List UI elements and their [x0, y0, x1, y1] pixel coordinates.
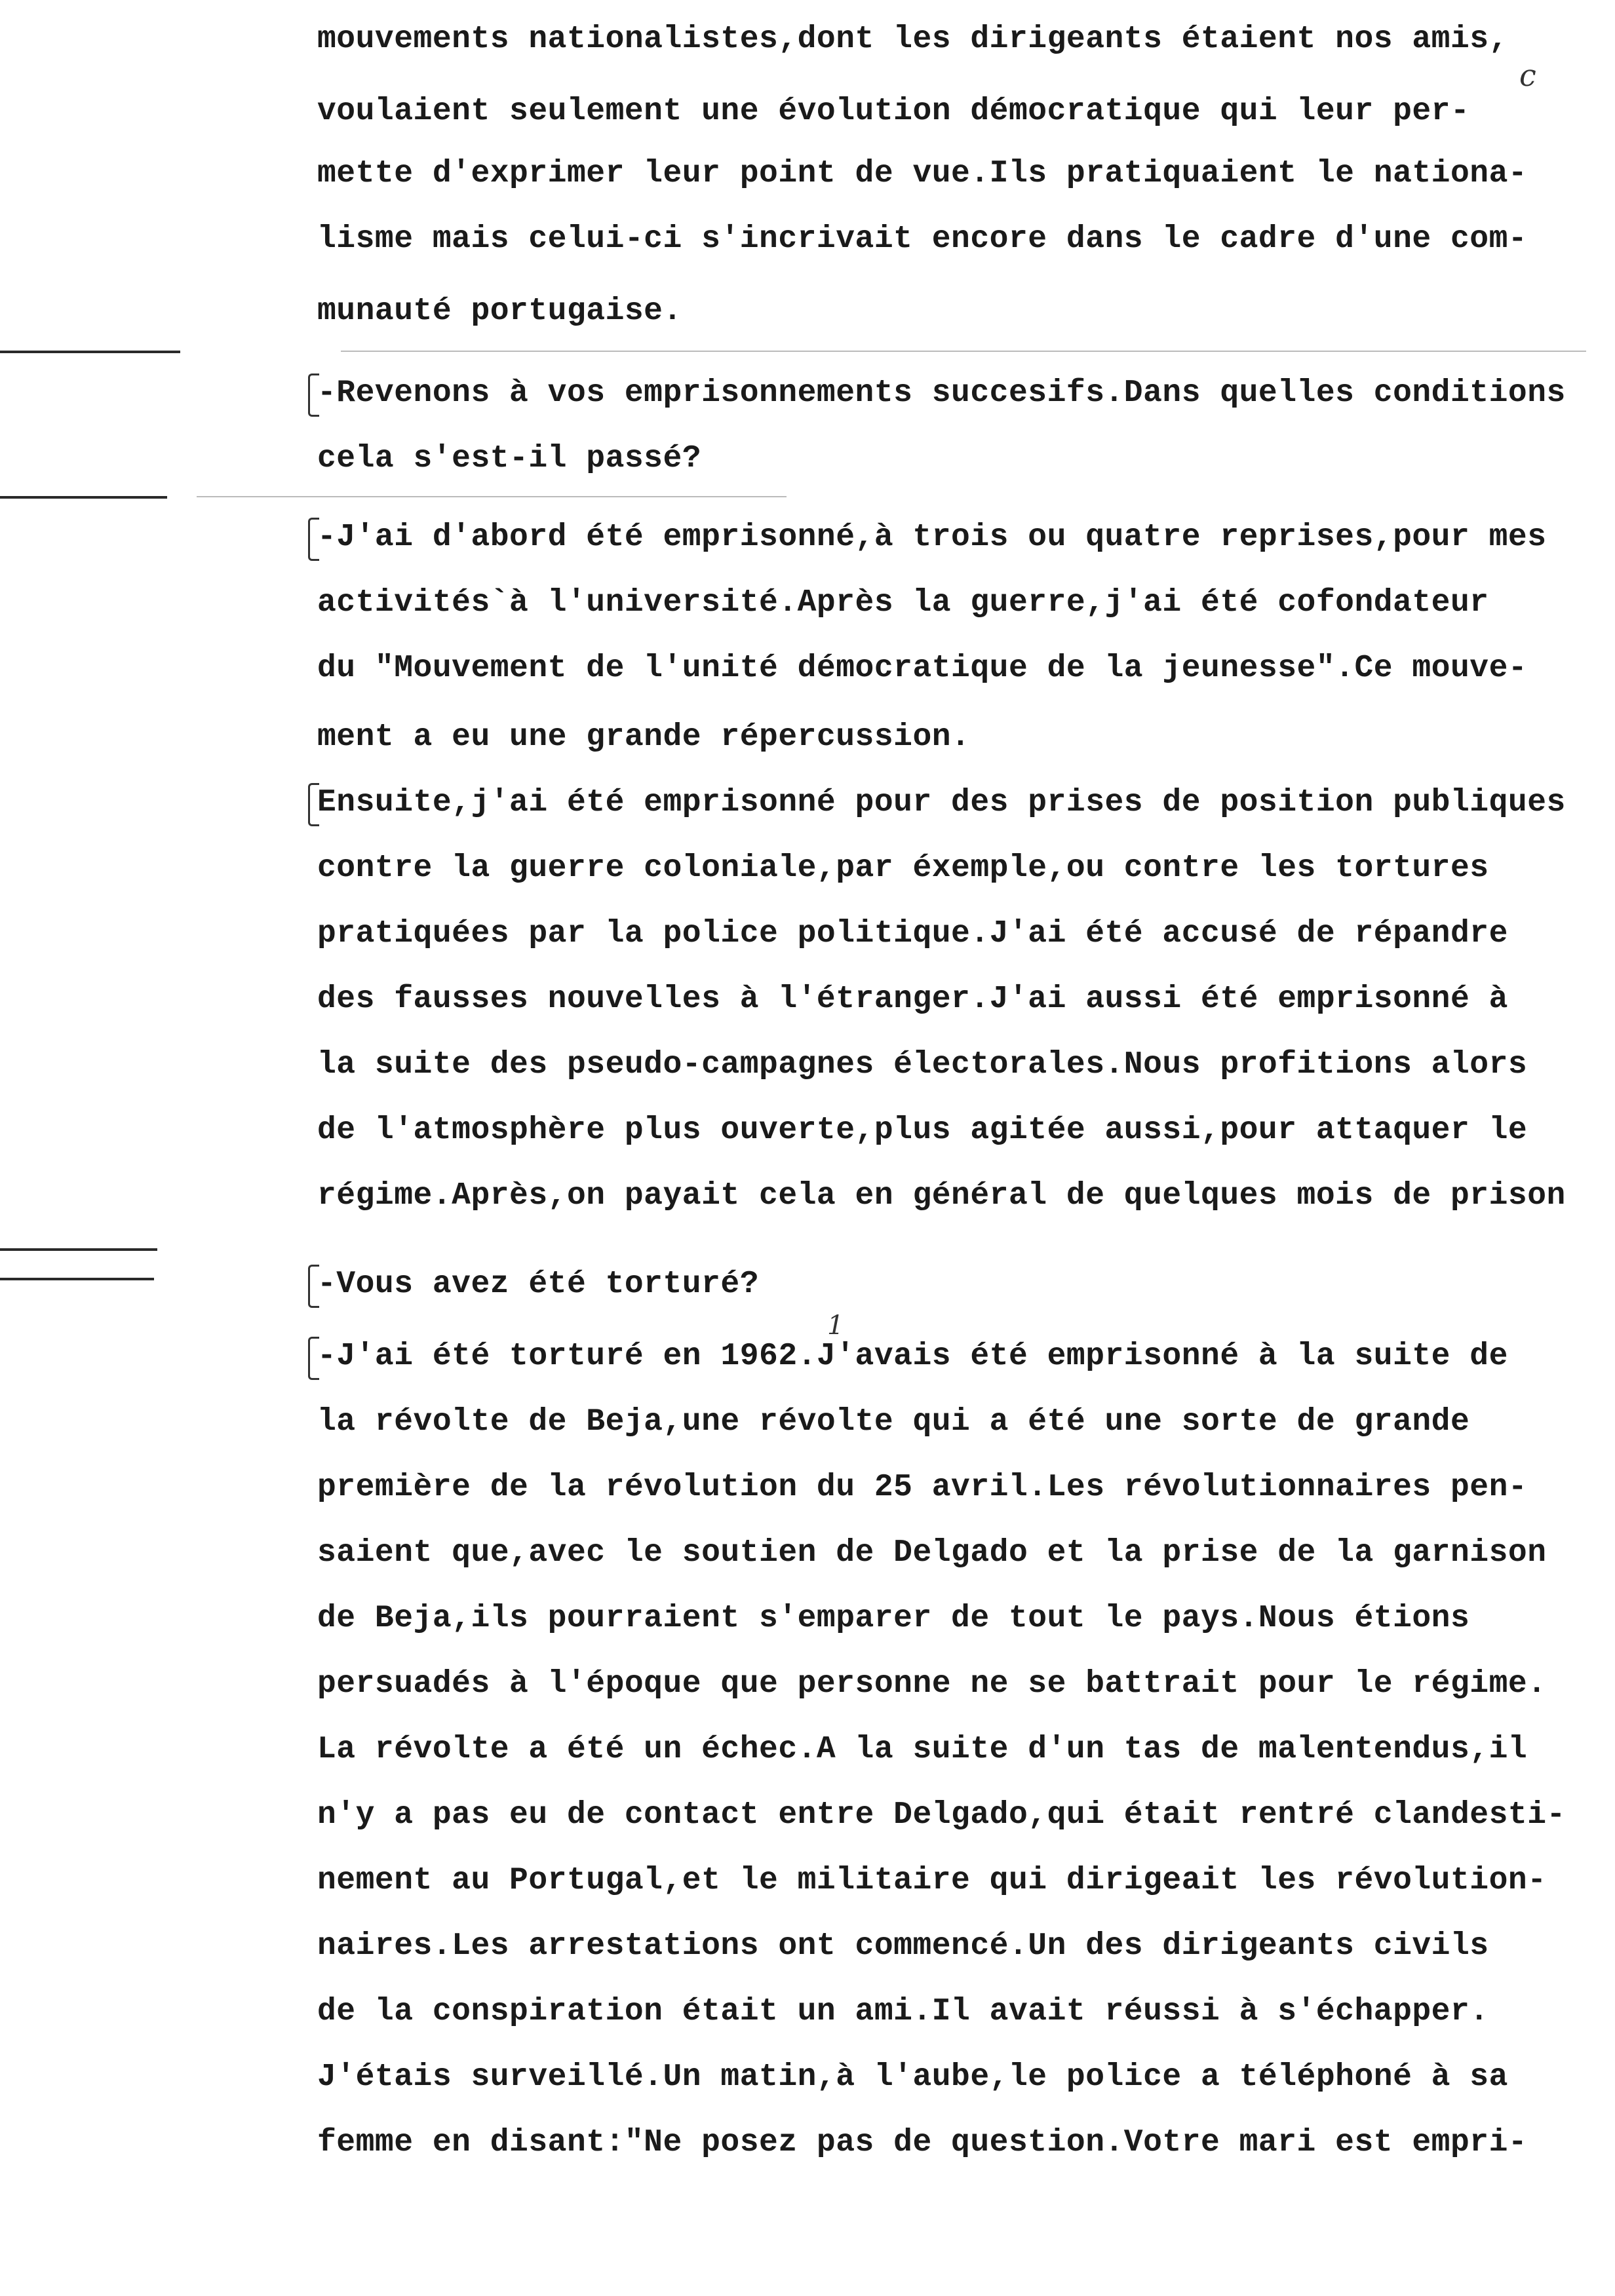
text-line: naires.Les arrestations ont commencé.Un des dirigeants civils [317, 1928, 1489, 1964]
text-line: de Beja,ils pourraient s'emparer de tout le pays.Nous étions [317, 1601, 1470, 1636]
text-line: voulaient seulement une évolution démocratique qui leur per- [317, 94, 1470, 129]
text-line: la suite des pseudo-campagnes électorales.Nous profitions alors [317, 1047, 1528, 1082]
text-line: -Revenons à vos emprisonnements succesifs.Dans quelles conditions [317, 375, 1566, 411]
text-line: contre la guerre coloniale,par éxemple,ou contre les tortures [317, 851, 1489, 886]
text-line: mette d'exprimer leur point de vue.Ils pratiquaient le nationa- [317, 156, 1528, 191]
text-line: J'étais surveillé.Un matin,à l'aube,le police a téléphoné à sa [317, 2059, 1508, 2095]
text-line: pratiquées par la police politique.J'ai été accusé de répandre [317, 916, 1508, 951]
text-line: régime.Après,on payait cela en général de quelques mois de prison [317, 1178, 1566, 1214]
text-line: nement au Portugal,et le militaire qui dirigeait les révolution- [317, 1863, 1547, 1898]
text-line: -J'ai d'abord été emprisonné,à trois ou quatre reprises,pour mes [317, 520, 1547, 555]
text-line: la révolte de Beja,une révolte qui a été une sorte de grande [317, 1404, 1470, 1440]
text-line: activités`à l'université.Après la guerre,j'ai été cofondateur [317, 585, 1489, 621]
text-line: munauté portugaise. [317, 294, 682, 329]
dotted-rule [197, 496, 787, 497]
text-line: Ensuite,j'ai été emprisonné pour des prises de position publiques [317, 785, 1566, 820]
dotted-rule [341, 351, 1586, 352]
year-correction-annotation: 1 [827, 1311, 844, 1341]
text-line: des fausses nouvelles à l'étranger.J'ai aussi été emprisonné à [317, 982, 1508, 1017]
margin-rule [0, 351, 180, 353]
text-line: de la conspiration était un ami.Il avait réussi à s'échapper. [317, 1994, 1489, 2029]
text-line: mouvements nationalistes,dont les dirigeants étaient nos amis, [317, 22, 1508, 57]
margin-rule [0, 1278, 154, 1280]
text-line: -Vous avez été torturé? [317, 1267, 760, 1302]
text-line: première de la révolution du 25 avril.Les révolutionnaires pen- [317, 1470, 1528, 1505]
text-line: -J'ai été torturé en 1962.J'avais été emprisonné à la suite de [317, 1339, 1508, 1374]
text-line: du "Mouvement de l'unité démocratique de la jeunesse".Ce mouve- [317, 651, 1528, 686]
text-line: de l'atmosphère plus ouverte,plus agitée aussi,pour attaquer le [317, 1113, 1528, 1148]
margin-rule [0, 1248, 157, 1251]
text-line: lisme mais celui-ci s'incrivait encore dans le cadre d'une com- [317, 221, 1528, 257]
text-line: persuadés à l'époque que personne ne se battrait pour le régime. [317, 1666, 1547, 1702]
text-line: cela s'est-il passé? [317, 441, 702, 476]
text-line: femme en disant:"Ne posez pas de question.Votre mari est empri- [317, 2125, 1528, 2160]
text-line: saient que,avec le soutien de Delgado et la prise de la garnison [317, 1535, 1547, 1571]
margin-annotation: c [1519, 58, 1536, 93]
text-line: ment a eu une grande répercussion. [317, 719, 971, 755]
text-line: La révolte a été un échec.A la suite d'un tas de malentendus,il [317, 1732, 1528, 1767]
margin-rule [0, 496, 167, 499]
text-line: n'y a pas eu de contact entre Delgado,qui était rentré clandesti- [317, 1797, 1566, 1833]
